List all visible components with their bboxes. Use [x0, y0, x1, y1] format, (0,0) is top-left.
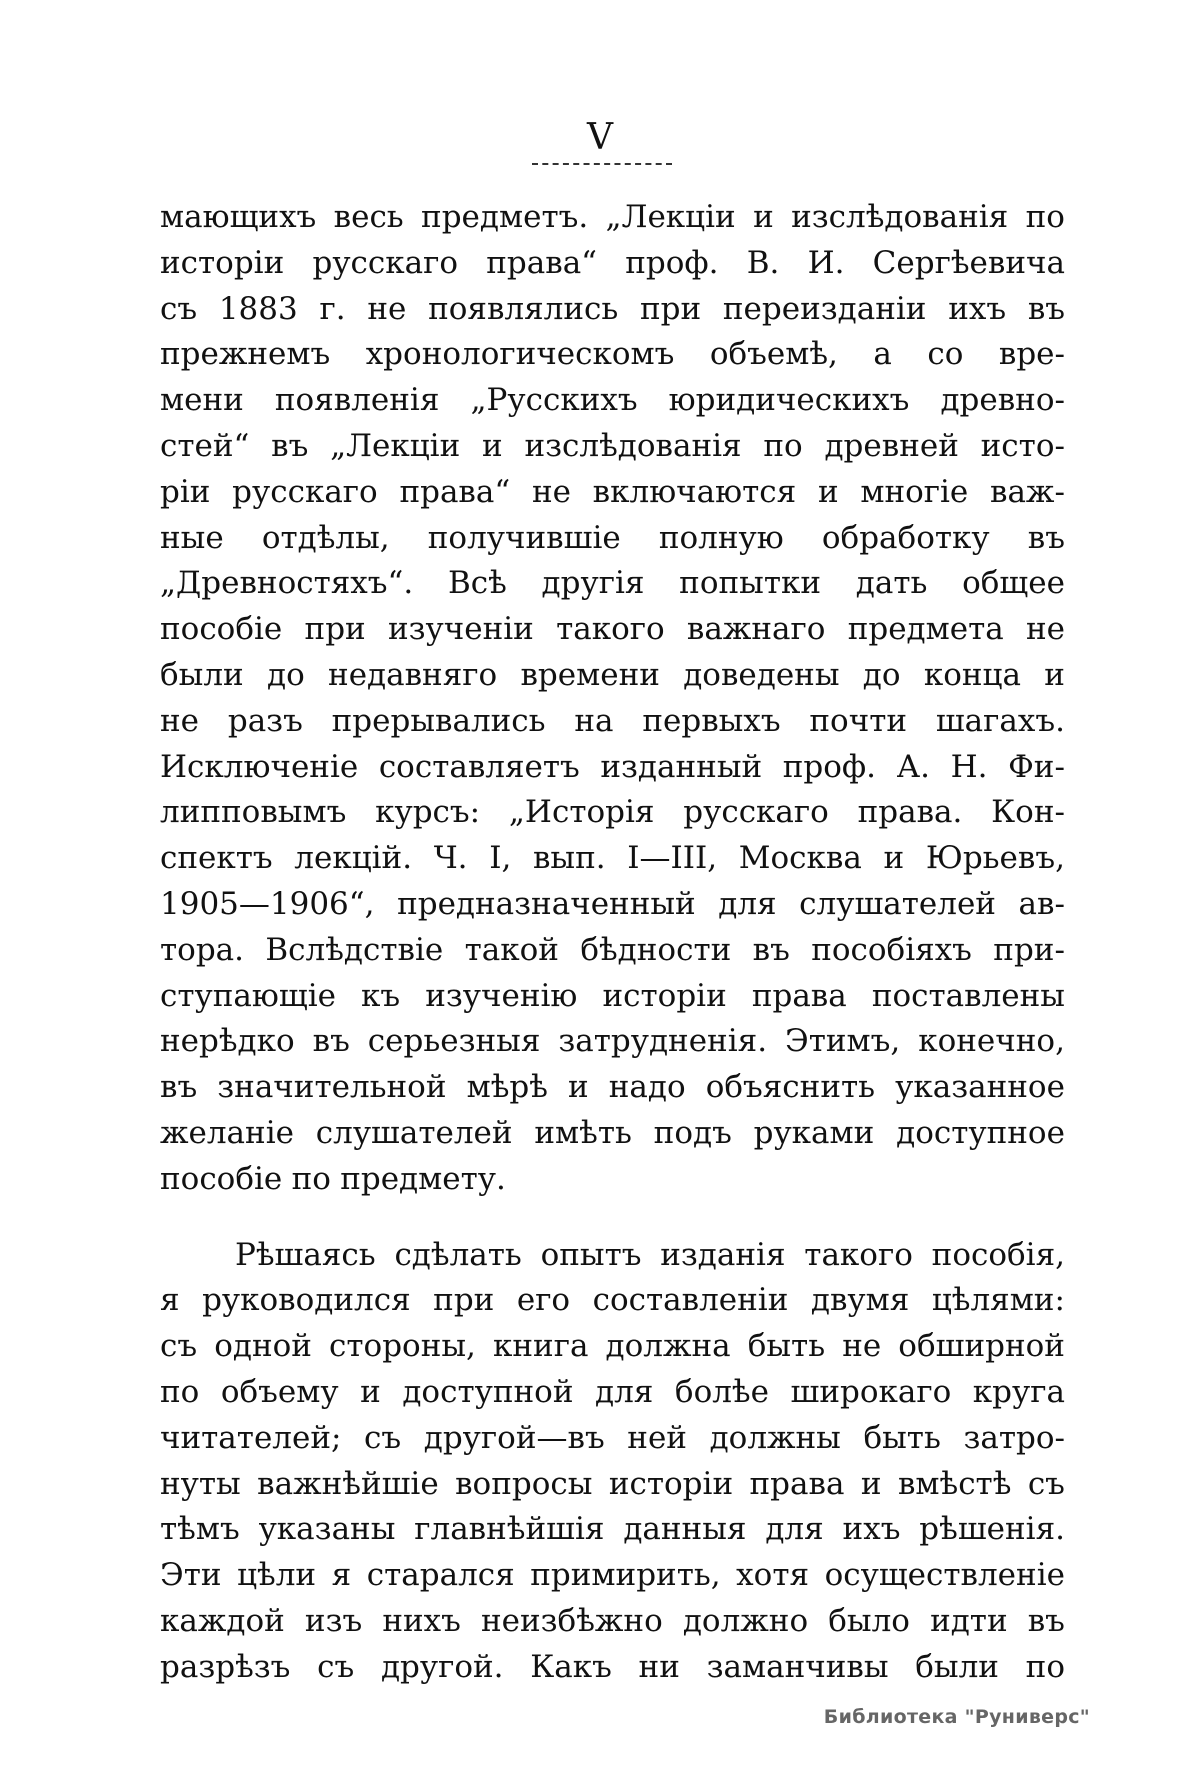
- text-line: „Древностяхъ“. Всѣ другiя попытки дать общее: [160, 565, 1065, 602]
- text-line: ступающiе къ изученiю исторiи права поставлены: [160, 977, 1065, 1014]
- text-line: спектъ лекцiй. Ч. I, вып. I—III, Москва и Юрьевъ,: [160, 840, 1065, 877]
- watermark: Библиотека "Руниверс": [823, 1706, 1090, 1728]
- page-number: V: [587, 117, 613, 158]
- text-line: мающихъ весь предметъ. „Лекцiи и изслѣдованiя по: [160, 199, 1065, 235]
- paragraph: [160, 1233, 1065, 1691]
- text-line: тора. Вслѣдствiе такой бѣдности въ пособiяхъ при-: [160, 931, 1065, 968]
- text-line: стей“ въ „Лекцiи и изслѣдованiя по древней исто-: [160, 427, 1065, 464]
- text-line: читателей; съ другой—въ ней должны быть затро-: [160, 1419, 1065, 1456]
- text-line: съ одной стороны, книга должна быть не обширной: [160, 1328, 1065, 1365]
- text-line: я руководился при его составленiи двумя цѣлями:: [160, 1282, 1065, 1319]
- text-line: разрѣзъ съ другой. Какъ ни заманчивы были по: [160, 1648, 1065, 1685]
- header-rule: [532, 163, 672, 165]
- text-line: съ 1883 г. не появлялись при переизданiи ихъ въ: [160, 290, 1065, 327]
- text-line: Эти цѣли я старался примирить, хотя осуществленiе: [160, 1557, 1065, 1594]
- text-line: исторiи русскаго права“ проф. В. И. Сергѣевича: [160, 244, 1065, 281]
- text-line: были до недавняго времени доведены до конца и: [160, 656, 1065, 693]
- text-line: ные отдѣлы, получившiе полную обработку въ: [160, 519, 1065, 556]
- text-line: липповымъ курсъ: „Исторiя русскаго права. Кон-: [160, 794, 1065, 831]
- text-line: въ значительной мѣрѣ и надо объяснить указанное: [160, 1069, 1065, 1106]
- text-line: нуты важнѣйшiе вопросы исторiи права и вмѣстѣ съ: [160, 1465, 1065, 1502]
- text-line: прежнемъ хронологическомъ объемѣ, а со вре-: [160, 336, 1065, 373]
- text-line: не разъ прерывались на первыхъ почти шагахъ.: [160, 702, 1065, 739]
- text-line: 1905—1906“, предназначенный для слушателей ав-: [160, 885, 1065, 922]
- text-line: Исключенiе составляетъ изданный проф. А. Н. Фи-: [160, 748, 1065, 785]
- text-line: мени появленiя „Русскихъ юридическихъ древно-: [160, 382, 1065, 419]
- text-line: пособiе по предмету.: [160, 1160, 506, 1197]
- text-line: пособiе при изученiи такого важнаго предмета не: [160, 611, 1065, 648]
- text-line: нерѣдко въ серьезныя затрудненiя. Этимъ, конечно,: [160, 1023, 1065, 1060]
- text-line: по объему и доступной для болѣе широкаго круга: [160, 1373, 1065, 1410]
- paragraph-gap: [160, 1203, 1065, 1233]
- text-line: тѣмъ указаны главнѣйшiя данныя для ихъ рѣшенiя.: [160, 1511, 1065, 1548]
- text-line: Рѣшаясь сдѣлать опытъ изданiя такого пособiя,: [235, 1236, 1065, 1273]
- paragraph: [160, 195, 1065, 1203]
- text-line: рiи русскаго права“ не включаются и многiе важ-: [160, 473, 1065, 510]
- text-body: [160, 195, 1065, 1691]
- text-line: желанiе слушателей имѣть подъ руками доступное: [160, 1114, 1065, 1151]
- text-line: каждой изъ нихъ неизбѣжно должно было идти въ: [160, 1602, 1065, 1639]
